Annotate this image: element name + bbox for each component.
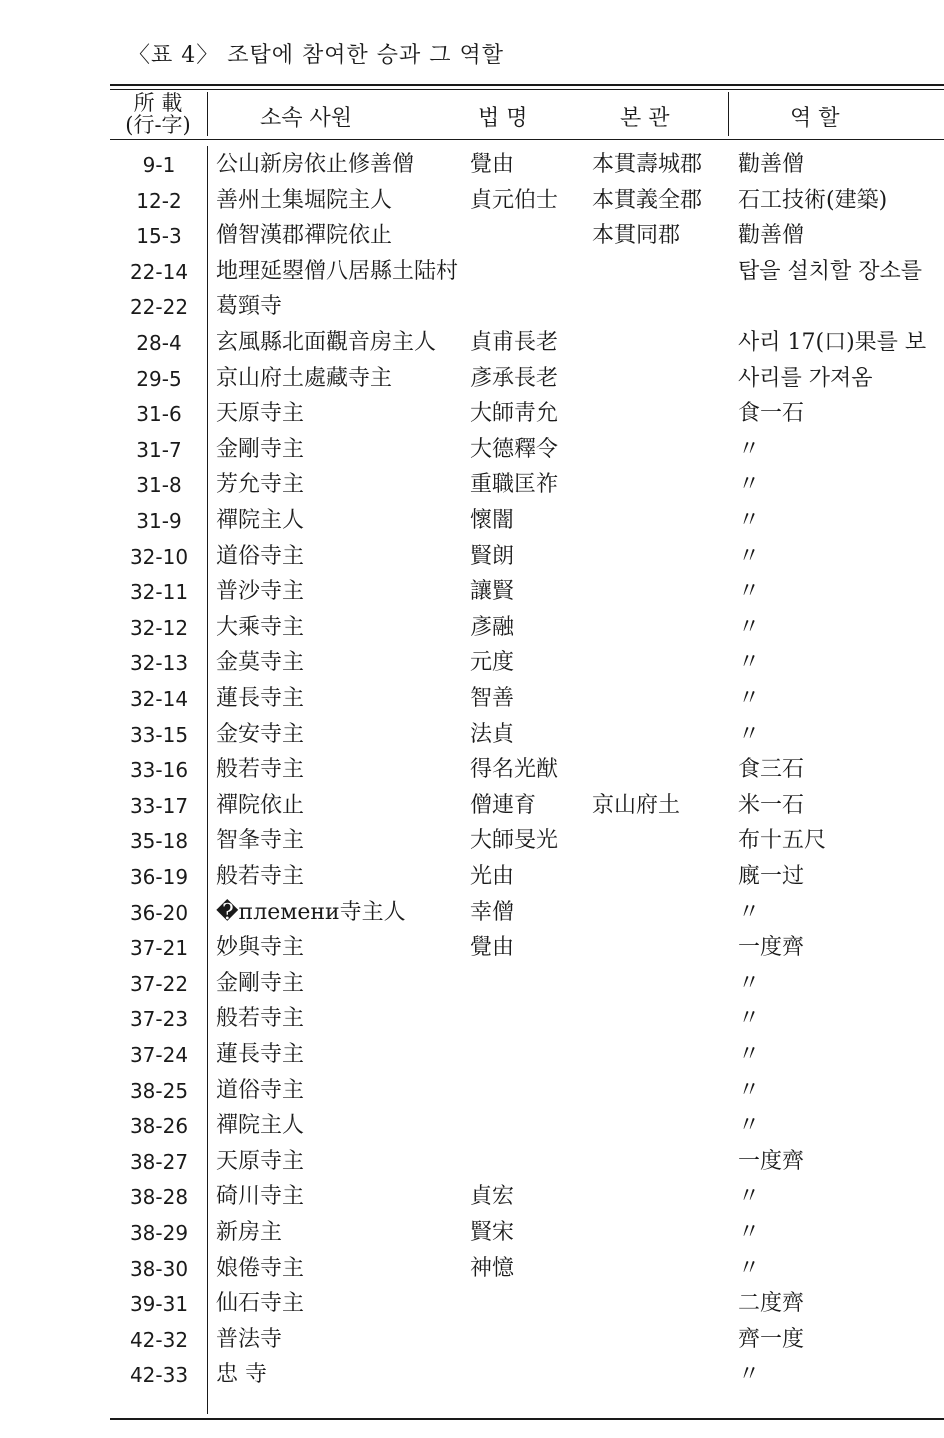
row-name: 幸僧	[470, 899, 515, 925]
row-location: 36-19	[129, 865, 189, 889]
row-location: 29-5	[136, 366, 182, 391]
row-role: 〃	[738, 1255, 761, 1281]
row-name: 智善	[470, 686, 515, 711]
row-temple: 般若寺主	[216, 864, 305, 889]
row-temple: 蓮長寺主	[216, 1042, 305, 1067]
row-temple: 普法寺	[216, 1326, 283, 1352]
row-location: 22-14	[129, 259, 189, 284]
row-location: 31-6	[136, 402, 182, 427]
row-role: 〃	[738, 614, 761, 640]
row-name: 彥融	[470, 614, 515, 640]
row-location: 32-12	[129, 615, 189, 640]
row-name: 覺由	[470, 152, 515, 177]
row-temple: 地理延曌僧八居縣土陆村	[216, 258, 459, 284]
row-temple: 妙與寺主	[216, 935, 305, 961]
row-location: 36-20	[129, 900, 189, 925]
row-name: 元度	[470, 650, 515, 676]
table-row	[0, 791, 944, 827]
row-role: 사리를 가져옴	[738, 365, 873, 391]
row-temple: 芳允寺主	[216, 472, 305, 498]
row-temple: 金莫寺主	[216, 650, 305, 676]
header-location-bottom: (行-字)	[125, 113, 191, 137]
row-role: 石工技術(建築)	[738, 187, 888, 213]
header-origin: 본 관	[620, 106, 670, 131]
row-temple: 金安寺主	[216, 721, 305, 747]
row-role: 사리 17(口)果를 보	[738, 330, 927, 355]
table-row	[0, 1360, 944, 1396]
table-row	[0, 435, 944, 471]
top-rule	[110, 84, 944, 86]
top-rule-inner	[110, 89, 944, 90]
row-name: 光由	[470, 864, 515, 889]
header-role: 역 할	[790, 106, 840, 131]
row-temple: 禪院主人	[216, 508, 305, 533]
row-role: 〃	[738, 899, 761, 925]
row-temple: 禪院依止	[216, 792, 305, 818]
table-row	[0, 328, 944, 364]
row-location: 37-24	[129, 1043, 189, 1067]
row-temple: 新房主	[216, 1220, 283, 1245]
row-role: 〃	[738, 1113, 761, 1139]
table-row	[0, 1218, 944, 1254]
row-role: 〃	[738, 970, 761, 996]
table-row	[0, 613, 944, 649]
row-temple: 道俗寺主	[216, 1077, 305, 1103]
table-row	[0, 933, 944, 969]
row-name: 重職匡祚	[470, 472, 559, 498]
row-role: 廐一过	[738, 864, 805, 889]
row-location: 42-32	[129, 1327, 189, 1352]
table-row	[0, 150, 944, 186]
row-name: 賢宋	[470, 1220, 515, 1245]
row-name: 貞宏	[470, 1184, 515, 1210]
row-temple: 般若寺主	[216, 757, 305, 783]
row-location: 38-30	[129, 1256, 189, 1281]
row-role: 一度齊	[738, 1148, 805, 1174]
row-temple: 葛頸寺	[216, 294, 283, 320]
row-location: 33-16	[129, 758, 189, 783]
row-role: 食一石	[738, 401, 805, 427]
row-temple: 娘倦寺主	[216, 1255, 305, 1281]
row-role: 〃	[738, 721, 761, 747]
table-row	[0, 364, 944, 400]
row-origin: 本貫同郡	[592, 223, 681, 249]
header-divider-1	[207, 92, 208, 136]
table-row	[0, 969, 944, 1005]
row-location: 28-4	[136, 331, 182, 355]
row-location: 38-29	[129, 1221, 189, 1245]
row-role: 勸善僧	[738, 223, 805, 249]
row-name: 貞甫長老	[470, 330, 559, 355]
row-role: 齊一度	[738, 1326, 805, 1352]
row-temple: 金剛寺主	[216, 436, 305, 462]
row-name: 神憶	[470, 1255, 515, 1281]
row-location: 32-13	[129, 651, 189, 676]
row-temple: 般若寺主	[216, 1006, 305, 1032]
table-row	[0, 684, 944, 720]
table-row	[0, 755, 944, 791]
row-location: 39-31	[129, 1292, 189, 1317]
table-row	[0, 399, 944, 435]
row-temple: 碕川寺主	[216, 1184, 305, 1210]
table-row	[0, 898, 944, 934]
table-row	[0, 186, 944, 222]
row-temple: 公山新房依止修善僧	[216, 152, 415, 177]
row-location: 12-2	[136, 188, 182, 213]
table-row	[0, 1004, 944, 1040]
row-role: 食三石	[738, 757, 805, 783]
row-origin: 本貫義全郡	[592, 187, 703, 213]
row-role: 〃	[738, 1006, 761, 1032]
row-role: 米一石	[738, 792, 805, 818]
row-role: 〃	[738, 508, 761, 533]
row-origin: 京山府土	[592, 792, 681, 818]
table-row	[0, 1076, 944, 1112]
row-location: 37-23	[129, 1007, 189, 1032]
table-row	[0, 470, 944, 506]
row-name: 懷闇	[470, 508, 515, 533]
row-temple: 忠 寺	[216, 1362, 267, 1388]
row-name: 讓賢	[470, 579, 515, 605]
row-location: 31-7	[136, 437, 182, 462]
row-role: 〃	[738, 1077, 761, 1103]
table-row	[0, 292, 944, 328]
row-location: 38-25	[129, 1078, 189, 1103]
row-temple: �племени寺主人	[216, 899, 406, 925]
row-origin: 本貫壽城郡	[592, 152, 703, 177]
row-location: 33-17	[129, 793, 189, 818]
row-temple: 大乘寺主	[216, 614, 305, 640]
row-role: 〃	[738, 472, 761, 498]
row-location: 42-33	[129, 1363, 189, 1388]
row-location: 37-22	[129, 971, 189, 996]
row-role: 〃	[738, 650, 761, 676]
row-temple: 智夆寺主	[216, 828, 305, 854]
row-location: 32-10	[129, 544, 189, 569]
table-row	[0, 542, 944, 578]
row-name: 大師旻光	[470, 828, 559, 854]
table-row	[0, 862, 944, 898]
row-location: 9-1	[142, 153, 176, 177]
table-row	[0, 257, 944, 293]
row-temple: 玄風縣北面觀音房主人	[216, 330, 437, 355]
header-name: 법 명	[478, 106, 528, 131]
table-row	[0, 1289, 944, 1325]
row-role: 二度齊	[738, 1291, 805, 1317]
row-temple: 金剛寺主	[216, 970, 305, 996]
row-location: 35-18	[129, 829, 189, 854]
row-location: 38-27	[129, 1149, 189, 1174]
row-temple: 道俗寺主	[216, 543, 305, 569]
row-role: 勸善僧	[738, 152, 805, 177]
row-location: 31-9	[136, 509, 182, 533]
row-location: 22-22	[129, 295, 189, 320]
table-row	[0, 1182, 944, 1218]
row-name: 覺由	[470, 935, 515, 961]
row-temple: 普沙寺主	[216, 579, 305, 605]
table-row	[0, 826, 944, 862]
row-role: 一度齊	[738, 935, 805, 961]
row-role: 탑을 설치할 장소를	[738, 258, 923, 284]
row-role: 〃	[738, 579, 761, 605]
row-location: 38-26	[129, 1114, 189, 1139]
table-row	[0, 1254, 944, 1290]
row-location: 33-15	[129, 722, 189, 747]
row-name: 得名光猷	[470, 757, 559, 783]
row-temple: 京山府土處藏寺主	[216, 365, 393, 391]
row-role: 〃	[738, 543, 761, 569]
row-temple: 善州土集堀院主人	[216, 187, 393, 213]
row-temple: 禪院主人	[216, 1113, 305, 1139]
row-role: 布十五尺	[738, 828, 827, 854]
table-row	[0, 1325, 944, 1361]
row-role: 〃	[738, 436, 761, 462]
row-location: 37-21	[129, 936, 189, 961]
table-row	[0, 1147, 944, 1183]
row-role: 〃	[738, 1042, 761, 1067]
row-temple: 天原寺主	[216, 401, 305, 427]
header-rule	[110, 139, 944, 140]
table-row	[0, 720, 944, 756]
header-temple: 소속 사원	[260, 106, 353, 131]
row-temple: 天原寺主	[216, 1148, 305, 1174]
table-row	[0, 221, 944, 257]
row-temple: 僧智漢郡禪院依止	[216, 223, 393, 249]
table-row	[0, 1040, 944, 1076]
row-location: 32-14	[129, 687, 189, 711]
table-row	[0, 1111, 944, 1147]
header-location	[118, 92, 198, 136]
row-name: 僧連育	[470, 792, 537, 818]
row-temple: 仙石寺主	[216, 1291, 305, 1317]
row-name: 賢朗	[470, 543, 515, 569]
header-divider-2	[728, 92, 729, 136]
row-name: 貞元伯士	[470, 187, 559, 213]
table-row	[0, 577, 944, 613]
row-name: 彥承長老	[470, 365, 559, 391]
header-location-top: 所 載	[133, 91, 183, 115]
table-caption: 〈표 4〉 조탑에 참여한 승과 그 역할	[128, 43, 504, 68]
row-role: 〃	[738, 1362, 761, 1388]
row-temple: 蓮長寺主	[216, 686, 305, 711]
row-location: 15-3	[136, 224, 182, 249]
row-name: 大德釋令	[470, 436, 559, 462]
row-role: 〃	[738, 1184, 761, 1210]
table-row	[0, 648, 944, 684]
row-location: 38-28	[129, 1185, 189, 1210]
row-location: 31-8	[136, 473, 182, 498]
row-name: 法貞	[470, 721, 515, 747]
table-row	[0, 506, 944, 542]
bottom-rule	[110, 1418, 944, 1420]
row-location: 32-11	[129, 580, 189, 605]
row-role: 〃	[738, 1220, 761, 1245]
row-name: 大師靑允	[470, 401, 559, 427]
row-role: 〃	[738, 686, 761, 711]
